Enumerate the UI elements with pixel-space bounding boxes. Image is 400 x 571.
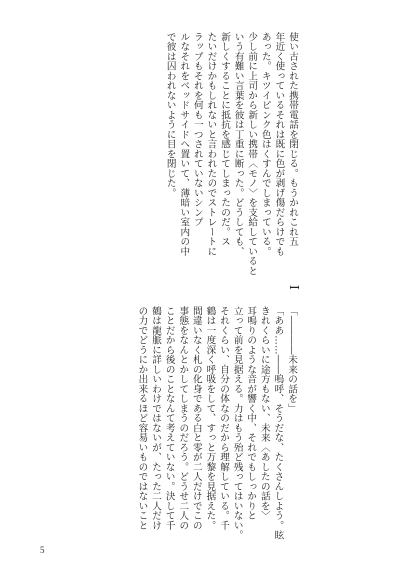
text-line: 立って前を見据える。力はもう殆ど残ってはいない。 — [231, 306, 243, 540]
text-line: ルなそれをベッドサイドへ置いて、薄暗い室内の中 — [178, 32, 190, 257]
text-line: 耳鳴りのような音が響く中、それでもしっかりと — [245, 306, 257, 521]
text-line: それくらい、自分の体なのだから理解している。千 — [218, 306, 230, 531]
text-line: 鶴は一度深く呼吸をして、すっと万黎を見据えた。 — [204, 306, 216, 531]
text-line: で彼は囚われないように目を閉じた。 — [164, 32, 176, 198]
text-line: いう有難い言葉を彼は丁重に断った。どうしても、 — [232, 32, 244, 257]
body-paragraph-bottom — [135, 306, 298, 540]
text-line: 少し前に上司から新しい携帯〈モノ〉を支給していると — [246, 32, 258, 276]
section-heading: I — [287, 285, 301, 290]
text-line: 「ああ……――嗚呼、そうだな、たくさんしよう。眩 — [272, 306, 284, 540]
text-line: 間違いなく札の化身である白と零が二人だけでこの — [190, 306, 202, 531]
text-line: たいだけかもしれないと言われたのでストレートに — [205, 32, 217, 257]
text-line: 鶴は龍脈に詳しいわけではないが、たった二人だけ — [150, 306, 162, 531]
body-paragraph-top — [163, 32, 299, 276]
text-line: ことだから後のことなんて考えていない。決して千 — [163, 306, 175, 531]
text-line: あった。キツイピンク色はくすんでしまっている。 — [259, 32, 271, 257]
page-number: 5 — [40, 545, 45, 555]
text-line: 事態をなんとかしてしまうのだろう。どうせ二人の — [177, 306, 189, 531]
text-line: の力でどうにか出来るほど容易いものではないこと — [136, 306, 148, 531]
text-line: ラップもそれを何も一つされていないシンプ — [191, 32, 203, 227]
text-line: 新しくすることに抵抗を感じてしまったのだ。ス — [219, 32, 231, 247]
text-line: 「――――未来の話を」 — [286, 306, 297, 414]
text-line: きれくらいに途方もない、未来〈あしたの話を〉 — [258, 306, 270, 521]
text-line: 使い古された携帯電話を閉じる。もうかれこれ五 — [287, 32, 298, 247]
text-line: 年近く使っているそれは既に色が剥げ傷だらけでも — [273, 32, 285, 257]
